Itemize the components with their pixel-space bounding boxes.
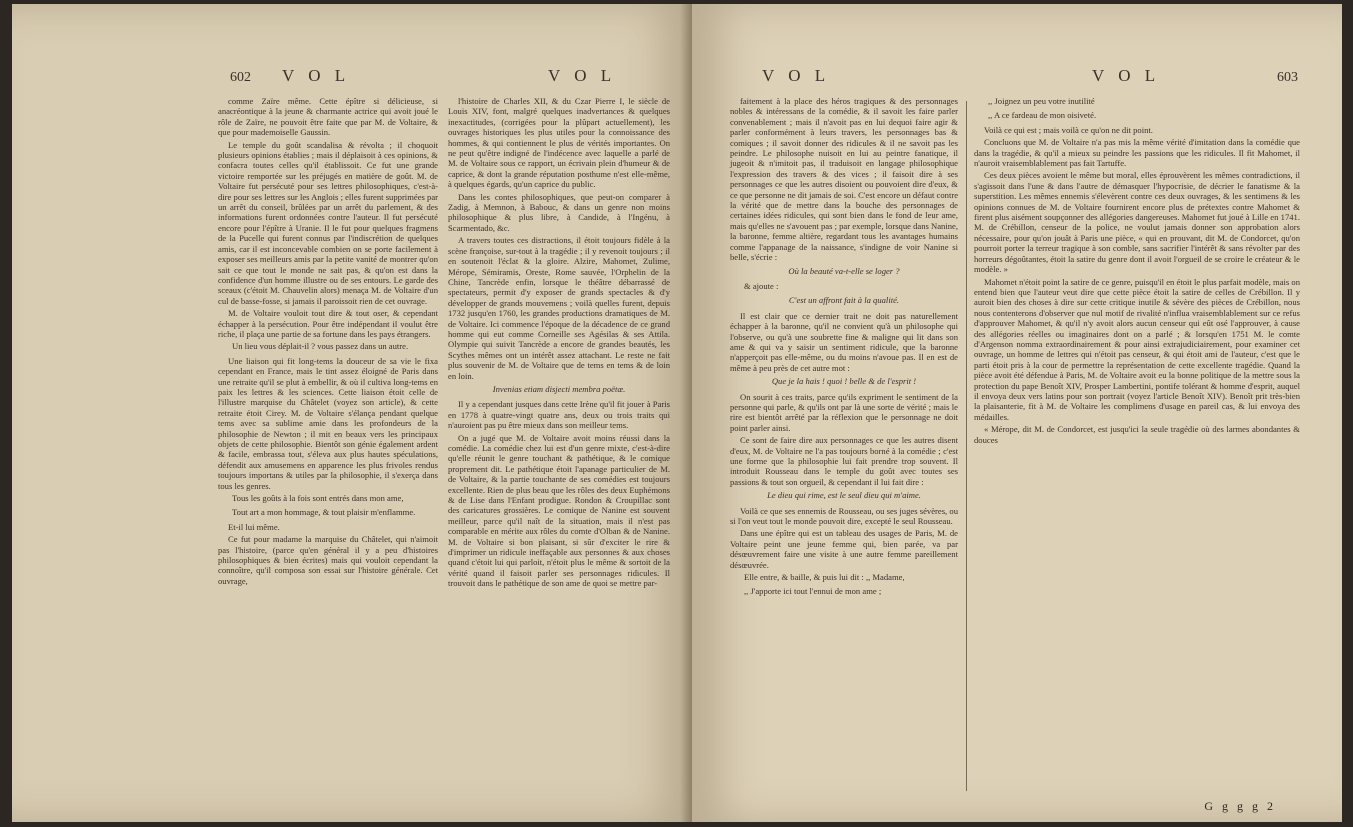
paragraph: Et-il lui même. [228,521,280,532]
paragraph: On a jugé que M. de Voltaire avoit moins réussi dans la comédie. La comédie chez lui est d'un genre mixte, c'est-à-dire qu'elle réunit le genre touchant & pathétique, & le comique proprement dit. Le pathétique étoit l'apanage particulier de M. de Voltaire, & la partie touchante de ses comédies est toujours excellente. Rien de plus beau que les rôles des deux Euphémons & de Lise dans l'Enfant prodigue. Rondon & Croupillac sont des caricatures grossières. Le comique de Nanine est souvent meilleur, parce qu'il naît de la situation, mais il n'est pas comparable en mérite aux rôles du comte d'Olban & de Nanine. M. de Voltaire si bon plaisant, si sûr d'exciter le rire & d'imprimer un ridicule ineffaçable aux personnes & aux choses quand c'étoit lui qui parloit, n'étoit plus le même & sortoit de la vérité quand il faisoit parler ses personnages ridicules. Il trouvoit dans le pathétique de son ame de quoi se mettre par- [448,432,670,589]
signature-mark: G g g g 2 [1204,799,1276,813]
paragraph: Le temple du goût scandalisa & révolta ; il choquoit plusieurs opinions établies ; mais il déplaisoit à ces opinions, & confacra toutes celles qu'il établissoit. Ce fut une grande victoire remportée sur les préjugés en matière de goût. M. de Voltaire fut persécuté pour ses lettres philosophiques, c'est-à-dire pour ses lettres sur les Anglois ; elles furent supprimées par un arrêt du conseil, brûlées par un arrêt du parlement, & des informations furent ordonnées contre l'auteur. Il fut persécuté encore pour l'épître à Uranie. Il le fut pour quelques fragmens de la Pucelle qui furent connus par l'indiscrétion de quelques amis, car il est inconcevable combien on se porte facilement à exposer ses meilleurs amis par la petite vanité de montrer qu'on sait ce que tout le monde ne sait pas, & qu'on est dans la confidence d'un homme illustre ou de ses entours. Le garde des sceaux (c'étoit M. Chauvelin alors) menaça M. de Voltaire d'un cul de basse-fosse, si jamais il paroissoit rien de cet ouvrage. [218,139,438,306]
column-rule [966,101,967,791]
paragraph: « Mérope, dit M. de Condorcet, est jusqu'ici la seule tragédie où des larmes abondantes & douces [974,424,1300,445]
right-col1-header: V O L [762,66,831,85]
paragraph: Une liaison qui fit long-tems la douceur de sa vie le fixa cependant en France, mais le tint assez éloigné de Paris dans une retraite qu'il se plut à embellir, & où il cultiva long-tems en paix les lettres & les sciences. Cette liaison étoit celle de l'illustre marquise du Châtelet (voyez son article), & cette retraite étoit Cirey. M. de Voltaire s'élança pendant quelque tems avec sa sublime amie dans les profondeurs de la philosophie de Newton ; il mit en beaux vers les principaux objets de cette philosophie. Bientôt son génie également ardent & facile, embrassa tout, s'éleva aux plus hautes spéculations, défendit aux amusemens en apparence les plus frivoles rendus toujours importans & utiles par la philosophie, il s'exerça dans tous les genres. [218,355,438,491]
left-col2-header: V O L [548,66,617,85]
verse-line: Que je la hais ! quoi ! belle & de l'esprit ! [771,376,917,387]
verse-line: C'est un affront fait à la qualité. [788,295,900,306]
paragraph: Ce fut pour madame la marquise du Châtelet, qui n'aimoit pas l'histoire, (parce qu'en général il y a peu d'histoires philosophiques & bien écrites) mais qui vouloit cependant la connoître, qu'il composa son essai sur l'histoire générale. Cet ouvrage, [218,534,438,586]
paragraph: Il est clair que ce dernier trait ne doit pas naturellement échapper à la baronne, qu'il ne convient qu'à un philosophe qui l'observe, ou qu'à une soubrette fine & maligne qui lit dans son ame & qui va y saisir un sentiment ridicule, que la baronne n'apperçoit pas elle-même, ou du moins n'avoue pas. Il en est de même à peu près de cet autre mot : [730,310,958,373]
verse-line: Le dieu qui rime, est le seul dieu qui m'aime. [767,490,921,501]
verse-line: ,, Joignez un peu votre inutilité [988,96,1095,106]
paragraph: On sourit à ces traits, parce qu'ils expriment le sentiment de la personne qui parle, & qu'ils ont par là une sorte de vérité ; mais le rire est bientôt arrêté par la réflexion que le personnage ne doit point parler ainsi. [730,391,958,433]
left-column-2 [448,96,670,591]
verse-line: Où la beauté va-t-elle se loger ? [788,265,900,276]
right-page-number: 603 [1277,70,1298,85]
verse-line: ,, A ce fardeau de mon oisiveté. [988,110,1097,121]
left-column-1 [218,96,438,588]
paragraph: Mahomet n'étoit point la satire de ce genre, puisqu'il en étoit le plus parfait modèle, mais on entend bien que l'auteur veut dire que cette pièce étoit la satire de celles de Crébillon. Il y auroit bien des choses à dire sur cette critique inutile & sévère des pièces de Crébillon, nous nous contenterons d'observer que nul motif de rivalité n'influa vraisemblablement sur ce refus d'approuver Mahomet, & qu'il n'y avoit alors aucun censeur qui eût osé l'approuver, à cause des allégories réelles ou imaginaires dont on a parlé ; & lorsqu'en 1751 M. le comte d'Argenson nomma extraordinairement & pour ainsi extrajudiciairement, pour examiner cet ouvrage, un homme de lettres qui n'étoit pas censeur, & qui étoit ami de l'auteur, c'est que le parti étoit pris à la cour de permettre la représentation de cette excellente tragédie. Quand la pièce avoit été défendue à Paris, M. de Voltaire avoit eu la bonne politique de la mettre sous la protection du pape Benoît XIV, Prosper Lambertini, pontife tolérant & homme d'esprit, auquel il envoya deux vers latins pour son portrait (voyez l'article Benoît XIV). Benoît prit très-bien la plaisanterie, fit à M. de Voltaire les complimens d'usage en pareil cas, & lui envoya des médailles. [974,276,1300,422]
latin-quote: Invenias etiam disjecti membra poëtæ. [492,383,626,394]
paragraph: Ces deux pièces avoient le même but moral, elles éprouvèrent les mêmes contradictions, il s'agissoit dans l'une & dans l'autre de démasquer l'hypocrisie, de décrier le fanatisme & la superstition. Les mêmes ennemis s'élevèrent contre ces deux ouvrages, & les sentimens & les opinions connues de M. de Voltaire fournirent encore plus de prétextes contre Mahomet & firent plus aisément soupçonner des allégories dangereuses. Mahomet fut joué à Lille en 1741. M. de Crébillon, censeur de la police, ne voulut jamais donner son approbation alors nécessaire, pour qu'on jouât à Paris une pièce, « qui en prouvant, dit M. de Condorcet, qu'on pourroit porter la terreur tragique à son comble, sans sacrifier l'intérêt & sans révolter par des horreurs dégoûtantes, étoit la satire du genre dont il avoit l'orgueil de se croire le créateur & le modèle. » [974,170,1300,275]
paragraph: Voilà ce que ses ennemis de Rousseau, ou ses juges sévères, ou si l'on veut tout le monde pouvoit dire, excepté le seul Rousseau. [730,505,958,527]
left-page-number: 602 [230,70,251,85]
right-col2-header: V O L [1092,66,1161,85]
right-page [692,4,1342,822]
paragraph: Dans une épître qui est un tableau des usages de Paris, M. de Voltaire peint une jeune femme qui, bien parée, va par désœuvrement faire une visite à une autre femme pareillement désœuvrée. [730,528,958,570]
paragraph: Ce sont de faire dire aux personnages ce que les autres disent d'eux, M. de Voltaire ne l'a pas toujours borné à la comédie ; c'est une forme que la philosophie lui fait prendre trop souvent. Il introduit Rousseau dans le temple du goût avec toutes ses passions & tout son orgueil, & cependant il lui fait dire : [730,435,958,487]
verse-line: Un lieu vous déplait-il ? vous passez dans un autre. [232,341,409,352]
paragraph: Voilà ce qui est ; mais voilà ce qu'on ne dit point. [984,124,1153,135]
right-column-1 [730,96,958,601]
paragraph: Concluons que M. de Voltaire n'a pas mis la même vérité d'imitation dans la comédie que dans la tragédie, & qu'il a mieux su peindre les passions que les ridicules. Il fit Mahomet, il n'auroit vraisemblablement pas fait Tartuffe. [974,137,1300,169]
verse-line: Elle entre, & baille, & puis lui dit : ,, Madame, [744,572,905,583]
verse-line: ,, J'apporte ici tout l'ennui de mon ame ; [744,586,882,597]
paragraph: Il y a cependant jusques dans cette Irène qu'il fit jouer à Paris en 1778 à quatre-vingt quatre ans, deux ou trois traits qui n'auroient pas pu être mieux dans son meilleur tems. [448,399,670,431]
right-column-2 [974,96,1300,447]
paragraph: M. de Voltaire vouloit tout dire & tout oser, & cependant échapper à la persécution. Pour être indépendant il voulut être riche, il plaça une partie de sa fortune dans les pays étrangers. [218,308,438,339]
verse-line: Tout art a mon hommage, & tout plaisir m'enflamme. [232,507,416,518]
left-col1-header: V O L [282,66,351,85]
left-page [12,4,692,822]
verse-line: & ajoute : [744,280,779,291]
paragraph: Dans les contes philosophiques, que peut-on comparer à Zadig, à Memnon, à Babouc, & dans un genre non moins philosophique & plus libre, à Candide, à l'Ingénu, à Scarmentado, &c. [448,191,670,233]
paragraph: l'histoire de Charles XII, & du Czar Pierre I, le siècle de Louis XIV, font, malgré quelques inadvertances & quelques inexactitudes, (corrigées pour la plûpart actuellement), les ouvrages historiques les plus utiles pour la connoissance des hommes, & qui contiennent le plus de vérités importantes. On ne peut qu'être indigné de l'indécence avec laquelle a parlé de M. de Voltaire sous ce rapport, un écrivain plein d'humeur & de caprice, & dont la grande réputation posthume n'est elle-même, à quelques égards, qu'un caprice du public. [448,96,670,190]
paragraph: comme Zaïre même. Cette épître si délicieuse, si anacréontique à la jeune & charmante actrice qui avoit joué le rôle de Zaïre, ne pouvoit être faite que par M. de Voltaire, & que pour mademoiselle Gaussin. [218,96,438,138]
verse-line: Tous les goûts à la fois sont entrés dans mon ame, [232,493,404,504]
paragraph: A travers toutes ces distractions, il étoit toujours fidèle à la scène françoise, sur-tout à la tragédie ; il y revenoit toujours ; il en soutenoit l'éclat & la gloire. Alzire, Mahomet, Zulime, Mérope, Sémiramis, Oreste, Rome sauvée, l'Orphelin de la Chine, Tancrède enfin, lorsque le théâtre débarrassé de spectateurs, permit d'y exposer de grands spectacles & d'y développer de grands mouvemens ; voilà quelles furent, depuis 1732 jusqu'en 1760, les grandes productions dramatiques de M. de Voltaire. Ici commence l'époque de la décadence de ce grand homme qui eut comme Corneille ses Agésilas & ses Attila. Olympie qui suivit Tancrède a encore de grandes beautés, les Scythes mêmes ont un intérêt assez attachant. Le reste ne fait plus souvenir de M. de Voltaire que de tems en tems & de loin en loin. [448,235,670,381]
paragraph: faitement à la place des héros tragiques & des personnages nobles & intéressans de la comédie, & il savoit les faire parler convenablement ; mais il n'avoit pas en lui dequoi faire agir & parler conformément à leurs travers, les personnages bas & comiques ; il savoit donner des ridicules & il ne savoit pas les peindre. Le philosophe nuisoit en lui au peintre fanatique, il jugeoit & n'imitoit pas, il traduisoit en langage philosophique l'expression des travers & des vices ; il faisoit dire à ses personnages ce que les autres disoient ou pouvoient dire d'eux, & ce que personne ne dit jamais de soi. C'est encore un défaut contre la vérité que de mettre dans la bouche des personnages de certaines idées ridicules, qui sont bien dans le fond de leur ame, mais qu'elles ne s'avouent pas ; par exemple, lorsque dans Nanine, la baronne, femme altière, regardant tous les avantages humains comme l'appanage de la naissance, s'indigne de voir Nanine si belle, s'écrie : [730,96,959,263]
